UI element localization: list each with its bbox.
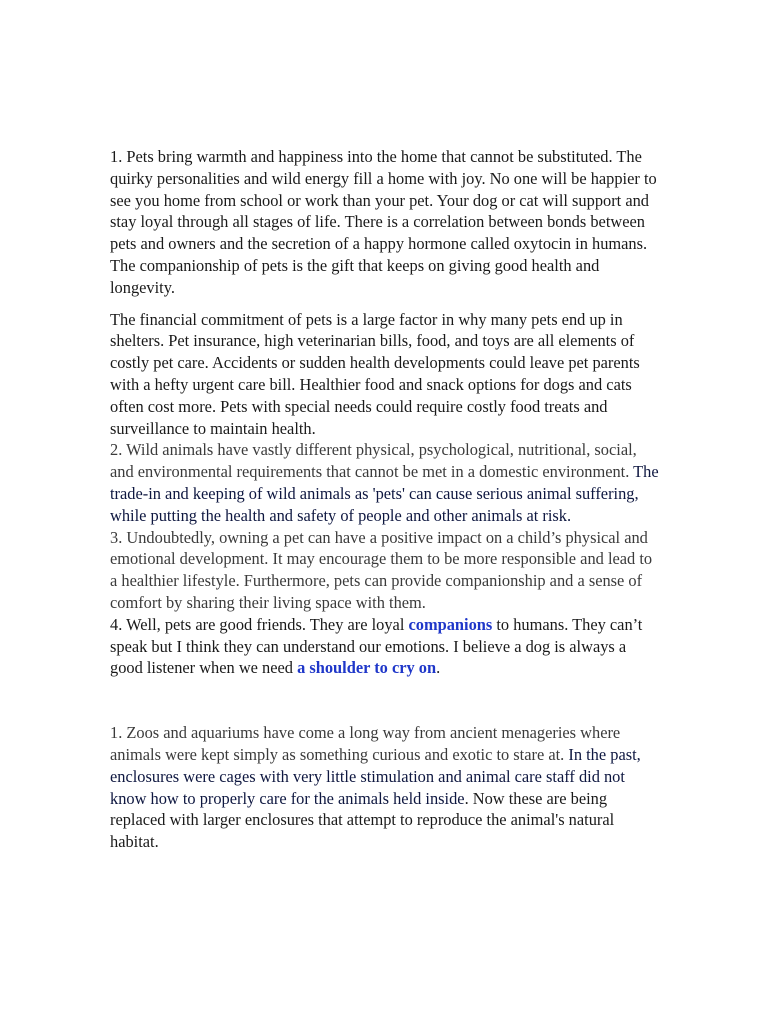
good-friends-text-1: 4. Well, pets are good friends. They are loyal <box>110 614 409 634</box>
paragraph-good-friends <box>110 614 662 679</box>
paragraph-pets-warmth: 1. Pets bring warmth and happiness into the home that cannot be substituted. The quirky personalities and wild energy fill a home with joy. No one will be happier to see you home from school or work than your pet. Your dog or cat will support and stay loyal through all stages of life. There is a correlation between bonds between pets and owners and the secretion of a happy hormone called oxytocin in humans. The companionship of pets is the gift that keeps on giving good health and longevity. <box>110 147 657 297</box>
zoos-replacement-text: . Now these are being replaced with larger enclosures that attempt to reproduce the animal's natural habitat. <box>110 788 615 852</box>
document-body <box>110 146 662 853</box>
good-friends-text-2: to humans. They can’t speak but I think they can understand our emotions. I believe a dog is always a good listener when we need <box>110 614 643 678</box>
paragraph-financial-commitment: The financial commitment of pets is a large factor in why many pets end up in shelters. Pet insurance, high veterinarian bills, food, and toys are all elements of costly pet care. Accidents or sudden health developments could leave pet parents with a hefty urgent care bill. Healthier food and snack options for dogs and cats often cost more. Pets with special needs could require costly food treats and surveillance to maintain health. <box>110 309 640 438</box>
wild-animals-text: 2. Wild animals have vastly different physical, psychological, nutritional, social, and environmental requirements that cannot be met in a domestic environment. <box>110 440 637 482</box>
section-spacer <box>110 679 662 722</box>
shoulder-to-cry-on-link[interactable]: a shoulder to cry on <box>297 658 437 678</box>
paragraph-child-development: 3. Undoubtedly, owning a pet can have a positive impact on a child’s physical and emotional development. It may encourage them to be more responsible and lead to a healthier lifestyle. Furthermore, pets can provide companionship and a sense of comfort by sharing their living space with them. <box>110 527 653 612</box>
good-friends-text-3: . <box>436 658 441 678</box>
paragraph-zoos <box>110 722 662 853</box>
zoos-past-enclosures-text: In the past, enclosures were cages with very little stimulation and animal care staff did not know how to properly care for the animals held inside <box>110 744 641 808</box>
wild-animals-trade-text: The trade-in and keeping of wild animals as 'pets' can cause serious animal suffering, while putting the health and safety of people and other animals at risk. <box>110 462 659 525</box>
companions-link[interactable]: companions <box>408 614 493 634</box>
zoos-text: 1. Zoos and aquariums have come a long way from ancient menageries where animals were kept simply as something curious and exotic to stare at. <box>110 723 621 764</box>
paragraph-wild-animals <box>110 439 662 526</box>
